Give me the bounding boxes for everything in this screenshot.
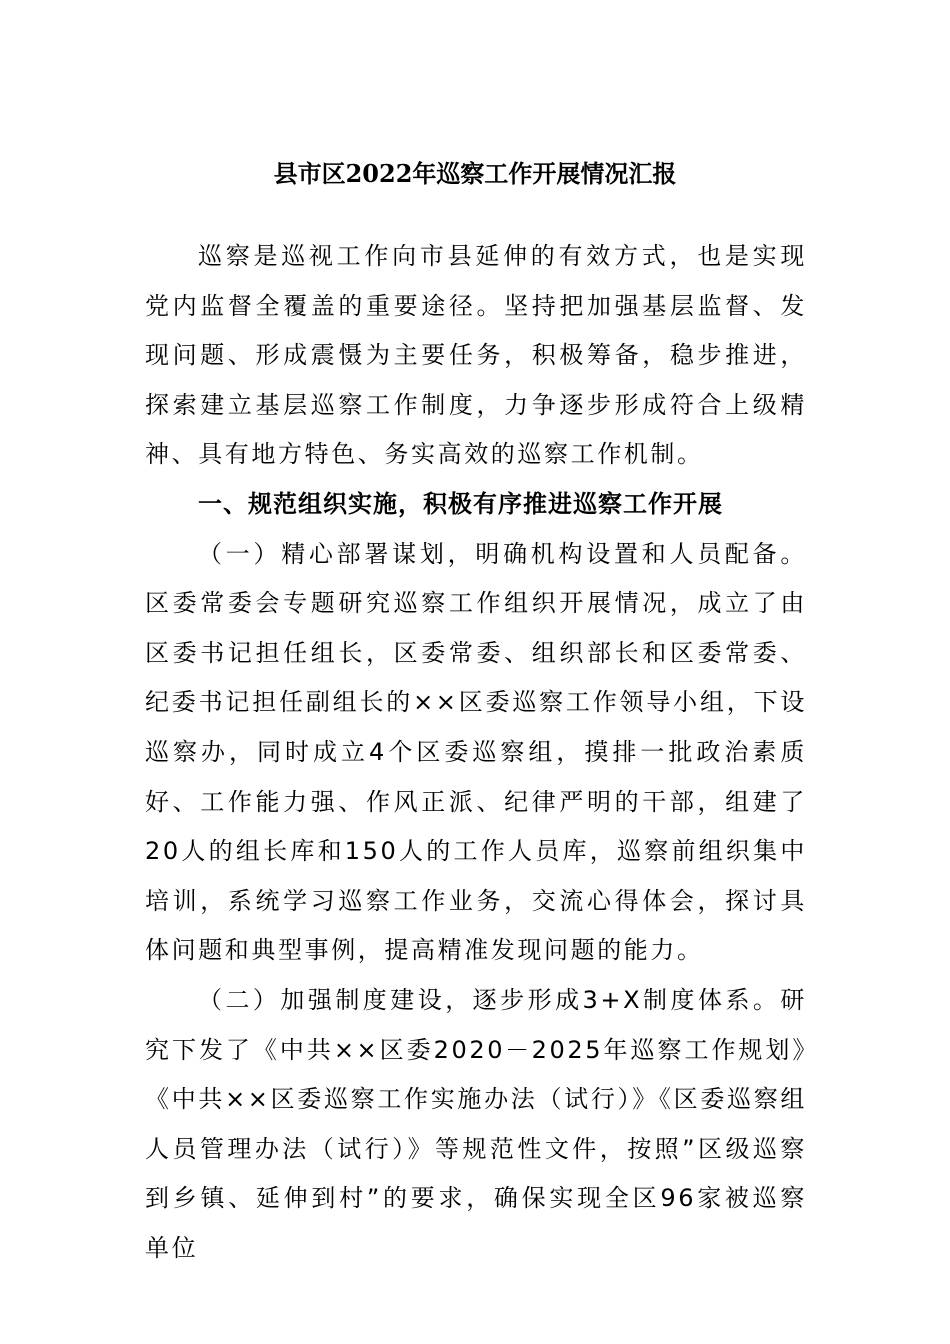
section-paragraph-2: （二）加强制度建设，逐步形成3+X制度体系。研究下发了《中共××区委2020－2025年巡察工作规划》《中共××区委巡察工作实施办法（试行）》《区委巡察组人员管理办法（试行）》等规范性文件，按照”区级巡察到乡镇、延伸到村”的要求，确保实现全区96家被巡察单位 [145, 985, 807, 1262]
document-title: 县市区2022年巡察工作开展情况汇报 [273, 159, 677, 188]
section-paragraph-1: （一）精心部署谋划，明确机构设置和人员配备。区委常委会专题研究巡察工作组织开展情况，成立了由区委书记担任组长，区委常委、组织部长和区委常委、纪委书记担任副组长的××区委巡察工作领导小组，下设巡察办，同时成立4个区委巡察组，摸排一批政治素质好、工作能力强、作风正派、纪律严明的干部，组建了20人的组长库和150人的工作人员库，巡察前组织集中培训，系统学习巡察工作业务，交流心得体会，探讨具体问题和典型事例，提高精准发现问题的能力。 [145, 539, 807, 965]
section-heading: 一、规范组织实施，积极有序推进巡察工作开展 [198, 489, 723, 518]
intro-paragraph: 巡察是巡视工作向市县延伸的有效方式，也是实现党内监督全覆盖的重要途径。坚持把加强基层监督、发现问题、形成震慑为主要任务，积极筹备，稳步推进，探索建立基层巡察工作制度，力争逐步形成符合上级精神、具有地方特色、务实高效的巡察工作机制。 [145, 242, 807, 469]
document-body [145, 232, 807, 1273]
